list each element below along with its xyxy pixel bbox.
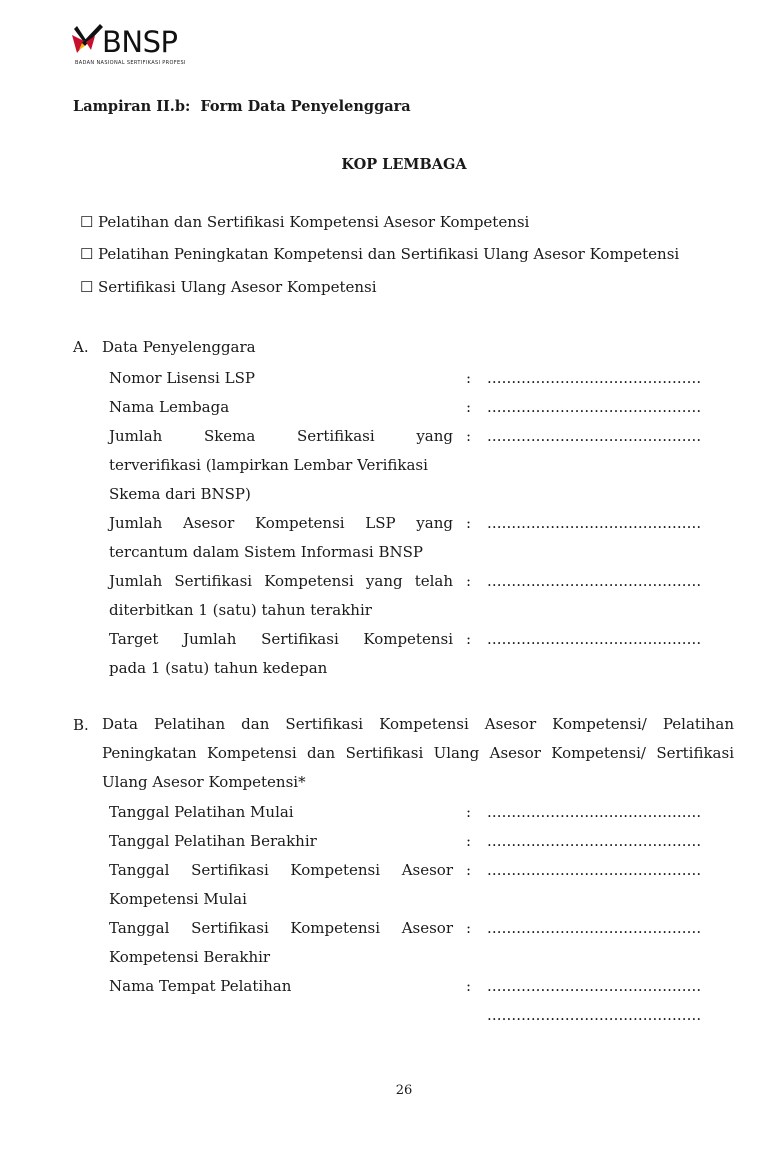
- option-row[interactable]: [80, 245, 679, 263]
- fill-in-field[interactable]: ............................................: [487, 369, 702, 387]
- document-title: Lampiran II.b: Form Data Penyelenggara: [73, 98, 411, 115]
- fill-in-field[interactable]: ............................................: [487, 803, 702, 821]
- field-label: Tanggal Sertifikasi Kompetensi Asesor Kompetensi Berakhir: [109, 919, 453, 966]
- colon: :: [466, 861, 472, 879]
- colon: :: [466, 427, 472, 445]
- logo-subtitle: BADAN NASIONAL SERTIFIKASI PROFESI: [75, 60, 186, 66]
- colon: :: [466, 977, 472, 995]
- field-label: Jumlah Sertifikasi Kompetensi yang telah diterbitkan 1 (satu) tahun terakhir: [109, 572, 453, 619]
- field-label: Nomor Lisensi LSP: [109, 369, 255, 387]
- field-label: Tanggal Sertifikasi Kompetensi Asesor Kompetensi Mulai: [109, 861, 453, 908]
- colon: :: [466, 630, 472, 648]
- colon: :: [466, 832, 472, 850]
- fill-in-field[interactable]: ............................................: [487, 861, 702, 879]
- section-b-letter: B.: [73, 716, 89, 734]
- colon: :: [466, 572, 472, 590]
- fill-in-field[interactable]: ............................................: [487, 919, 702, 937]
- field-label: Tanggal Pelatihan Mulai: [109, 803, 294, 821]
- colon: :: [466, 803, 472, 821]
- bnsp-logo: [70, 22, 210, 70]
- fill-in-field[interactable]: ............................................: [487, 832, 702, 850]
- page-number: 26: [395, 1083, 413, 1098]
- section-letter: A.: [73, 338, 89, 356]
- option-label: Sertifikasi Ulang Asesor Kompetensi: [98, 278, 377, 296]
- bnsp-emblem-icon: [70, 22, 104, 58]
- fill-in-field[interactable]: ............................................: [487, 398, 702, 416]
- colon: :: [466, 919, 472, 937]
- option-row[interactable]: [80, 213, 529, 231]
- checkbox-icon[interactable]: ☐: [80, 278, 94, 296]
- fill-in-field[interactable]: ............................................: [487, 630, 702, 648]
- logo-wordmark: BNSP: [102, 25, 178, 59]
- fill-in-field[interactable]: ............................................: [487, 427, 702, 445]
- section-a-heading: [73, 338, 256, 356]
- colon: :: [466, 398, 472, 416]
- field-label: Nama Tempat Pelatihan: [109, 977, 292, 995]
- fill-in-field-continuation[interactable]: ............................................: [487, 1006, 702, 1024]
- colon: :: [466, 514, 472, 532]
- fill-in-field[interactable]: ............................................: [487, 514, 702, 532]
- kop-lembaga-heading: KOP LEMBAGA: [341, 156, 467, 173]
- field-label: Target Jumlah Sertifikasi Kompetensi pada 1 (satu) tahun kedepan: [109, 630, 453, 677]
- field-label: Jumlah Skema Sertifikasi yang terverifikasi (lampirkan Lembar Verifikasi Skema dari BNSP): [109, 427, 453, 503]
- colon: :: [466, 369, 472, 387]
- fill-in-field[interactable]: ............................................: [487, 572, 702, 590]
- checkbox-icon[interactable]: ☐: [80, 245, 94, 263]
- field-label: Tanggal Pelatihan Berakhir: [109, 832, 317, 850]
- field-label: Jumlah Asesor Kompetensi LSP yang tercantum dalam Sistem Informasi BNSP: [109, 514, 453, 561]
- field-label: Nama Lembaga: [109, 398, 230, 416]
- option-label: Pelatihan Peningkatan Kompetensi dan Sertifikasi Ulang Asesor Kompetensi: [98, 245, 680, 263]
- section-title: Data Penyelenggara: [102, 338, 256, 356]
- fill-in-field[interactable]: ............................................: [487, 977, 702, 995]
- checkbox-icon[interactable]: ☐: [80, 213, 94, 231]
- section-b-heading: Data Pelatihan dan Sertifikasi Kompetensi Asesor Kompetensi/ Pelatihan Peningkatan Kompetensi dan Sertifikasi Ulang Asesor Kompetensi/ Sertifikasi Ulang Asesor Kompetensi*: [102, 715, 734, 791]
- option-row[interactable]: [80, 278, 377, 296]
- option-label: Pelatihan dan Sertifikasi Kompetensi Asesor Kompetensi: [98, 213, 530, 231]
